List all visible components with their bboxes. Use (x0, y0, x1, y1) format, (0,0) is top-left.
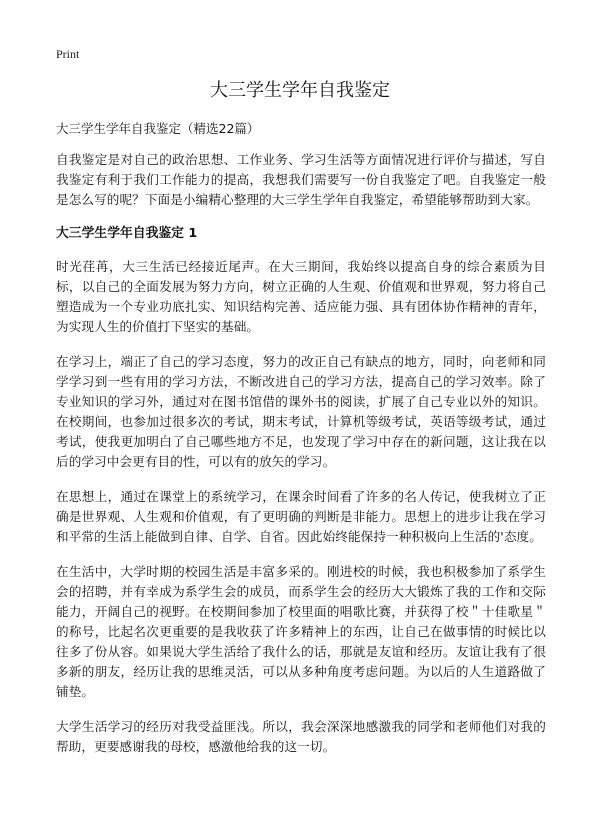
intro-paragraph: 自我鉴定是对自己的政治思想、工作业务、学习生活等方面情况进行评价与描述，写自我鉴定有利于我们工作能力的提高，我想我们需要写一份自我鉴定了吧。自我鉴定一般是怎么写的呢？下面是小编精心整理的大三学生学年自我鉴定，希望能够帮助到大家。 (56, 152, 546, 207)
section-heading: 大三学生学年自我鉴定 1 (56, 226, 198, 241)
body-paragraph: 在学习上，端正了自己的学习态度，努力的改正自己有缺点的地方，同时，向老师和同学学习到一些有用的学习方法，不断改进自己的学习方法，提高自己的学习效率。除了专业知识的学习外，通过对在图书馆借的课外书的阅读，扩展了自己专业以外的知识。在校期间，也参加过很多次的考试，期末考试，计算机等级考试，英语等级考试，通过考试，使我更加明白了自己哪些地方不足，也发现了学习中存在的新问题，这让我在以后的学习中会更有目的性，可以有的放矢的学习。 (56, 354, 546, 469)
document-subtitle: 大三学生学年自我鉴定（精选22篇） (56, 121, 260, 136)
print-link[interactable]: Print (56, 47, 80, 61)
page-title: 大三学生学年自我鉴定 (210, 80, 390, 101)
body-paragraph: 时光荏苒，大三生活已经接近尾声。在大三期间，我始终以提高自身的综合素质为目标，以自己的全面发展为努力方向，树立正确的人生观、价值观和世界观，努力将自己塑造成为一个专业功底扎实、知识结构完善、适应能力强、具有团体协作精神的青年，为实现人生的价值打下坚实的基础。 (56, 259, 546, 334)
body-paragraph: 大学生活学习的经历对我受益匪浅。所以，我会深深地感激我的同学和老师他们对我的帮助，更要感谢我的母校，感激他给我的这一切。 (56, 719, 546, 754)
body-paragraph: 在生活中，大学时期的校园生活是丰富多采的。刚进校的时候，我也积极参加了系学生会的招聘，并有幸成为系学生会的成员，而系学生会的经历大大锻炼了我的工作和交际能力，开阔自己的视野。在校期间参加了校里面的唱歌比赛，并获得了校＂十佳歌星＂的称号，比起名次更重要的是我收获了许多精神上的东西，让自己在做事情的时候比以往多了份从容。如果说大学生活给了我什么的话，那就是友谊和经历。友谊让我有了很多新的朋友，经历让我的思维灵活，可以从多种角度考虑问题。为以后的人生道路做了铺垫。 (56, 564, 546, 699)
document-body (56, 150, 546, 772)
body-paragraph: 在思想上，通过在课堂上的系统学习，在课余时间看了许多的名人传记，使我树立了正确是世界观、人生观和价值观，有了更明确的判断是非能力。思想上的进步让我在学习和平常的生活上能做到自律、自学、自省。因此始终能保持一种积极向上生活的'态度。 (56, 489, 546, 544)
